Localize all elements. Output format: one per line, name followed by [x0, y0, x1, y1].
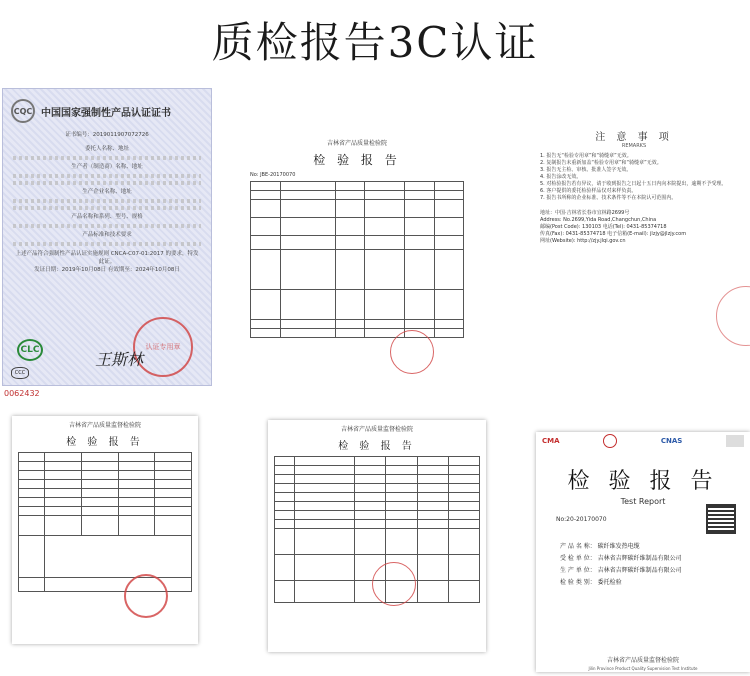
notice-address: 地址：中国·吉林省长春市宜林路2699号 [540, 210, 630, 216]
cover-field-inspected-unit: 受 检 单 位： 吉林省吉辉碳纤维制品有限公司 [560, 555, 682, 562]
notice-item: 7. 报告书所称的企业标准、技术条件等不在本院认可范围内。 [540, 195, 677, 201]
report-org: 吉林省产品质量监督检验院 [340, 426, 413, 433]
cover-field-product: 产 品 名 称： 碳纤维发热电缆 [560, 543, 640, 550]
ccc-mark-icon: CCC [11, 367, 29, 379]
test-report-cover [536, 432, 750, 672]
notice-item: 3. 报告无主检、审核、批准人签字无效。 [540, 167, 632, 173]
report-number: No: JBE-20170070 [250, 172, 296, 178]
cover-title: 检 验 报 告 [567, 469, 719, 494]
report-table [250, 181, 464, 338]
cover-report-number: No:20-20170070 [556, 516, 607, 523]
report-org: 吉林省产品质量检验院 [326, 140, 387, 147]
certificate-line-1: 委托人名称、地址 [84, 146, 129, 152]
certificate-serial: 0062432 [4, 389, 40, 398]
cover-footer-en: Jilin Province Product Quality Supervision Test Institute [588, 666, 698, 671]
notice-item: 6. 客户提供的委托检验样品仅对来样负责。 [540, 188, 637, 194]
notice-postcode: 邮编(Post Code): 130103 电话(Tel): 0431-85374718 [540, 224, 667, 230]
test-report-page-3 [268, 420, 486, 652]
signature: 王斯林 [95, 350, 144, 369]
report-title: 检 验 报 告 [313, 153, 401, 167]
notice-title: 注 意 事 项 [595, 132, 673, 143]
notice-website: 网址(Website): http://zjy.jlqi.gov.cn [540, 238, 626, 244]
report-seal [124, 574, 168, 618]
notice-seal [716, 286, 750, 346]
certificate-line-3: 生产企业名称、地址 [82, 189, 132, 195]
notice-subtitle: REMARKS [621, 143, 647, 149]
cover-footer: 吉林省产品质量监督检验院 [606, 657, 679, 664]
notice-item: 1. 报告无“检验专用章”和“骑缝章”无效。 [540, 153, 632, 159]
ilac-logo-icon [726, 435, 744, 447]
notice-item: 5. 对检验报告若有异议，请于收到报告之日起十五日内向本院提出，逾期不予受理。 [540, 181, 727, 187]
page-title: 质检报告3C认证 [211, 18, 539, 67]
notice-fax: 传真(Fax): 0431-85374718 电子信箱(E-mail): jlzjy@jlzjy.com [540, 231, 687, 237]
accreditation-logo-icon [603, 434, 617, 448]
cma-logo-icon: CMA [542, 437, 560, 445]
cqc-logo-icon: CQC [11, 99, 35, 123]
ccc-certificate [2, 88, 212, 386]
qr-code-icon [706, 504, 736, 534]
report-notice-page [518, 118, 750, 388]
notice-address-en: Address: No.2699,Yida Road,Changchun,China [540, 217, 657, 223]
certificate-line-5: 产品标准和技术要求 [82, 232, 132, 238]
cover-field-manufacturer: 生 产 单 位： 吉林省吉辉碳纤维制品有限公司 [560, 567, 682, 574]
certificate-title: 中国国家强制性产品认证证书 [41, 107, 171, 119]
cover-field-category: 检 验 类 别： 委托检验 [560, 579, 622, 586]
certificate-line-4: 产品名称和系列、型号、规格 [71, 214, 143, 220]
report-table [18, 452, 192, 592]
certificate-dates: 发证日期：2019年10月08日 有效期至：2024年10月08日 [34, 267, 180, 273]
report-org: 吉林省产品质量监督检验院 [68, 422, 141, 429]
notice-item: 4. 报告涂改无效。 [540, 174, 582, 180]
test-report-page-2 [12, 416, 198, 644]
report-seal [372, 562, 416, 606]
test-report-page-1 [242, 116, 472, 386]
notice-item: 2. 复制报告未重新加盖“检验专用章”和“骑缝章”无效。 [540, 160, 662, 166]
certificate-statement: 上述产品符合强制性产品认证实施规则 CNCA-C07-01:2017 的要求，特发此证。 [15, 251, 199, 265]
certificate-seal: 认证专用章 [133, 317, 193, 377]
report-title: 检 验 报 告 [338, 441, 416, 452]
cover-subtitle: Test Report [620, 497, 666, 506]
report-title: 检 验 报 告 [66, 437, 144, 448]
clc-logo-icon: CLC [17, 339, 43, 361]
report-seal [390, 330, 434, 374]
cnas-logo-icon: CNAS [660, 437, 683, 445]
certificate-number: 证书编号：2019011907072726 [65, 132, 149, 138]
certificate-line-2: 生产者（制造商）名称、地址 [71, 164, 143, 170]
